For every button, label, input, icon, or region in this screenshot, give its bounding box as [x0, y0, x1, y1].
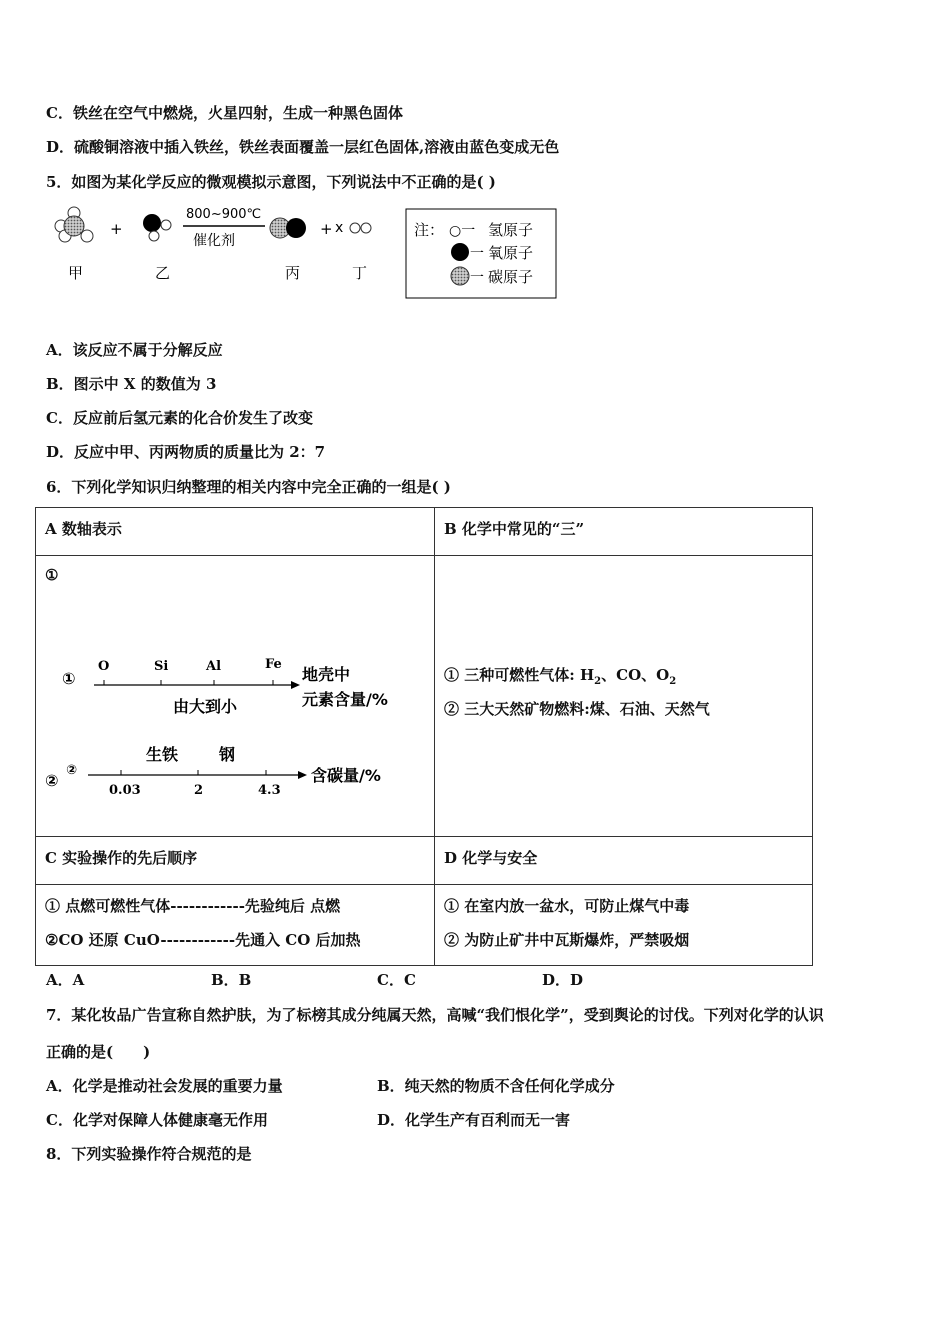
q4-option-c: C．铁丝在空气中燃烧，火星四射，生成一种黑色固体	[46, 104, 403, 122]
legend-oxygen: 氧原子	[488, 244, 534, 262]
legend-title: 注：	[414, 221, 445, 239]
c-item-2: ②CO 还原 CuO------------先通入 CO 后加热	[45, 931, 361, 949]
q7-question-line2: 正确的是( )	[46, 1043, 151, 1061]
legend-hydrogen-mark: ○一	[449, 223, 476, 239]
cell-d-title: D 化学与安全	[444, 849, 538, 867]
label-yi: 乙	[155, 264, 171, 282]
legend-carbon-mark: 一	[470, 270, 484, 286]
b-item-2: ② 三大天然矿物燃料:煤、石油、天然气	[444, 700, 710, 718]
q7-option-c: C．化学对保障人体健康毫无作用	[46, 1111, 268, 1129]
d-item-1: ① 在室内放一盆水，可防止煤气中毒	[444, 897, 690, 915]
b-item-1-sub2: 2	[669, 676, 677, 687]
b-item-1	[444, 664, 676, 687]
label-bing: 丙	[285, 264, 301, 282]
axis2-pig-iron: 生铁	[146, 745, 179, 764]
cell-b-title: B 化学中常见的“三”	[444, 520, 585, 538]
cell-a-head	[36, 508, 435, 556]
cell-d-body	[435, 885, 813, 966]
c-item-1: ① 点燃可燃性气体------------先验纯后 点燃	[45, 897, 341, 915]
q6-option-c: C．C	[377, 971, 416, 989]
axis2-label: 含碳量/%	[311, 766, 381, 785]
plus-sign-1: +	[110, 220, 123, 238]
q6-question: 6．下列化学知识归纳整理的相关内容中完全正确的一组是( )	[46, 478, 451, 496]
b-item-1-pre: ① 三种可燃性气体: H	[444, 666, 595, 684]
cell-d-head	[435, 837, 813, 885]
axis1-order: 由大到小	[173, 697, 238, 716]
b-item-1-sub1: 2	[594, 676, 602, 687]
axis1-element-al: Al	[206, 659, 222, 674]
molecule-ding	[350, 223, 371, 233]
q6-option-a: A．A	[46, 971, 85, 989]
condition-temperature: 800~900℃	[186, 207, 262, 222]
cell-b-body	[435, 556, 813, 837]
cell-c-title: C 实验操作的先后顺序	[45, 849, 198, 867]
axis1-element-fe: Fe	[265, 657, 282, 672]
cell-c-head	[36, 837, 435, 885]
legend-oxygen-mark: 一	[470, 246, 484, 262]
condition-catalyst: 催化剂	[193, 233, 235, 249]
number-axis-diagram	[36, 556, 434, 836]
axis1-element-si: Si	[154, 659, 169, 674]
axis2-tick-3: 4.3	[258, 783, 281, 798]
q5-option-a: A．该反应不属于分解反应	[46, 341, 223, 359]
q7-option-a: A．化学是推动社会发展的重要力量	[46, 1077, 283, 1095]
cell-a-title: A 数轴表示	[45, 520, 122, 538]
cell-a-body	[36, 556, 435, 837]
legend-box	[406, 209, 556, 298]
axis2-tick-2: 2	[194, 783, 204, 798]
q6-option-d: D．D	[542, 971, 584, 989]
label-ding: 丁	[352, 264, 368, 282]
cell-c-body	[36, 885, 435, 966]
q7-option-d: D．化学生产有百利而无一害	[377, 1111, 571, 1129]
label-jia: 甲	[68, 264, 84, 282]
coefficient-x: x	[335, 220, 344, 236]
axis1-element-o: O	[98, 659, 110, 674]
cell-b-head	[435, 508, 813, 556]
reaction-diagram	[40, 198, 570, 308]
q7-question-line1: 7．某化妆品广告宣称自然护肤，为了标榜其成分纯属天然，高喊“我们恨化学”，受到舆论的讨伐。下列对化学的认识	[46, 1006, 824, 1024]
q5-option-c: C．反应前后氢元素的化合价发生了改变	[46, 409, 313, 427]
q8-question: 8．下列实验操作符合规范的是	[46, 1145, 252, 1163]
axis1-marker: ①	[62, 669, 76, 688]
legend-carbon: 碳原子	[488, 268, 534, 286]
molecule-yi	[143, 214, 171, 241]
q6-table	[35, 507, 813, 966]
axis1-label-line1: 地壳中	[302, 665, 351, 684]
q6-option-b: B．B	[211, 971, 252, 989]
q5-option-d: D．反应中甲、丙两物质的质量比为 2：7	[46, 443, 326, 461]
q7-option-b: B．纯天然的物质不含任何化学成分	[377, 1077, 615, 1095]
d-item-2: ② 为防止矿井中瓦斯爆炸，严禁吸烟	[444, 931, 690, 949]
legend-hydrogen: 氢原子	[488, 221, 534, 239]
b-item-1-mid: 、CO、O	[601, 666, 670, 684]
a-mark-1: ①	[45, 566, 59, 584]
q4-option-d: D．硫酸铜溶液中插入铁丝，铁丝表面覆盖一层红色固体,溶液由蓝色变成无色	[46, 138, 560, 156]
q5-option-b: B．图示中 X 的数值为 3	[46, 375, 217, 393]
axis1-label-line2: 元素含量/%	[302, 690, 388, 709]
molecule-jia	[55, 207, 93, 242]
axis2-tick-1: 0.03	[109, 783, 141, 798]
q5-question: 5．如图为某化学反应的微观模拟示意图，下列说法中不正确的是( )	[46, 173, 496, 191]
plus-sign-2: +	[320, 220, 333, 238]
axis2-steel: 钢	[219, 745, 236, 764]
axis2-marker: ②	[66, 763, 78, 778]
molecule-bing	[270, 218, 306, 238]
axis2-outer-marker: ②	[45, 771, 59, 790]
